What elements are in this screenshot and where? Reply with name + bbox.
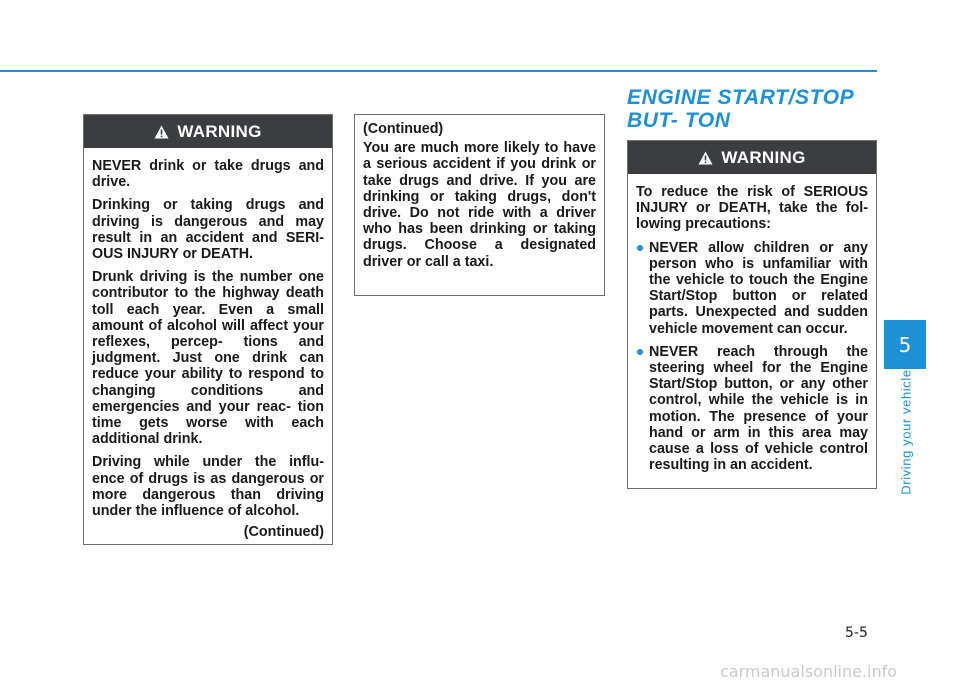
- section-title: ENGINE START/STOP BUT- TON: [627, 86, 854, 132]
- warning-paragraph: Drunk driving is the number one contributor to the highway death toll each year. Even a small amount of alcohol will affect your reflexes, percep- tions and judgment. Just one drink can reduce your ability to respond to changing conditions and emergencies and your reac- tion time gets worse with each additional drink.: [92, 269, 324, 448]
- warning-paragraph: NEVER drink or take drugs and drive.: [92, 158, 324, 191]
- watermark: carmanualsonline.info: [720, 662, 898, 681]
- warning-title: WARNING: [721, 147, 806, 167]
- warning-header: [628, 141, 876, 174]
- warning-box-alcohol: [83, 114, 333, 545]
- warning-body: [355, 115, 604, 283]
- warning-paragraph: Drinking or taking drugs and driving is dangerous and may result in an accident and SERI- OUS INJURY or DEATH.: [92, 197, 324, 263]
- warning-title: WARNING: [177, 121, 262, 141]
- warning-paragraph: Driving while under the influ- ence of drugs is as dangerous or more dangerous than driving under the influence of alcohol.: [92, 454, 324, 520]
- warning-body: [628, 174, 876, 486]
- chapter-label: Driving your vehicle: [898, 369, 914, 495]
- chapter-tab: 5: [884, 320, 926, 369]
- warning-triangle-icon: [698, 151, 713, 165]
- warning-triangle-icon: [154, 125, 169, 139]
- warning-bullet-list: [636, 240, 868, 474]
- continued-label: (Continued): [363, 121, 444, 137]
- warning-box-continued: [354, 114, 605, 296]
- warning-bullet: NEVER reach through the steering wheel for the Engine Start/Stop button, or any other control, while the vehicle is in motion. The presence of your hand or arm in this area may cause a loss of vehicle control resulting in an accident.: [636, 344, 868, 474]
- warning-bullet: NEVER allow children or any person who is unfamiliar with the vehicle to touch the Engine Start/Stop button or related parts. Unexpected and sudden vehicle movement can occur.: [636, 240, 868, 337]
- page-number: 5-5: [845, 625, 868, 641]
- top-rule: [0, 70, 877, 72]
- warning-body: [84, 148, 332, 553]
- warning-intro: To reduce the risk of SERIOUS INJURY or DEATH, take the fol- lowing precautions:: [636, 184, 868, 233]
- warning-paragraph: You are much more likely to have a serious accident if you drink or take drugs and drive. If you are drinking or taking drugs, don't drive. Do not ride with a driver who has been drinking or taking drugs. Choose a designated driver or call a taxi.: [363, 140, 596, 270]
- continued-label: (Continued): [243, 524, 324, 541]
- warning-header: [84, 115, 332, 148]
- warning-box-start-stop: [627, 140, 877, 489]
